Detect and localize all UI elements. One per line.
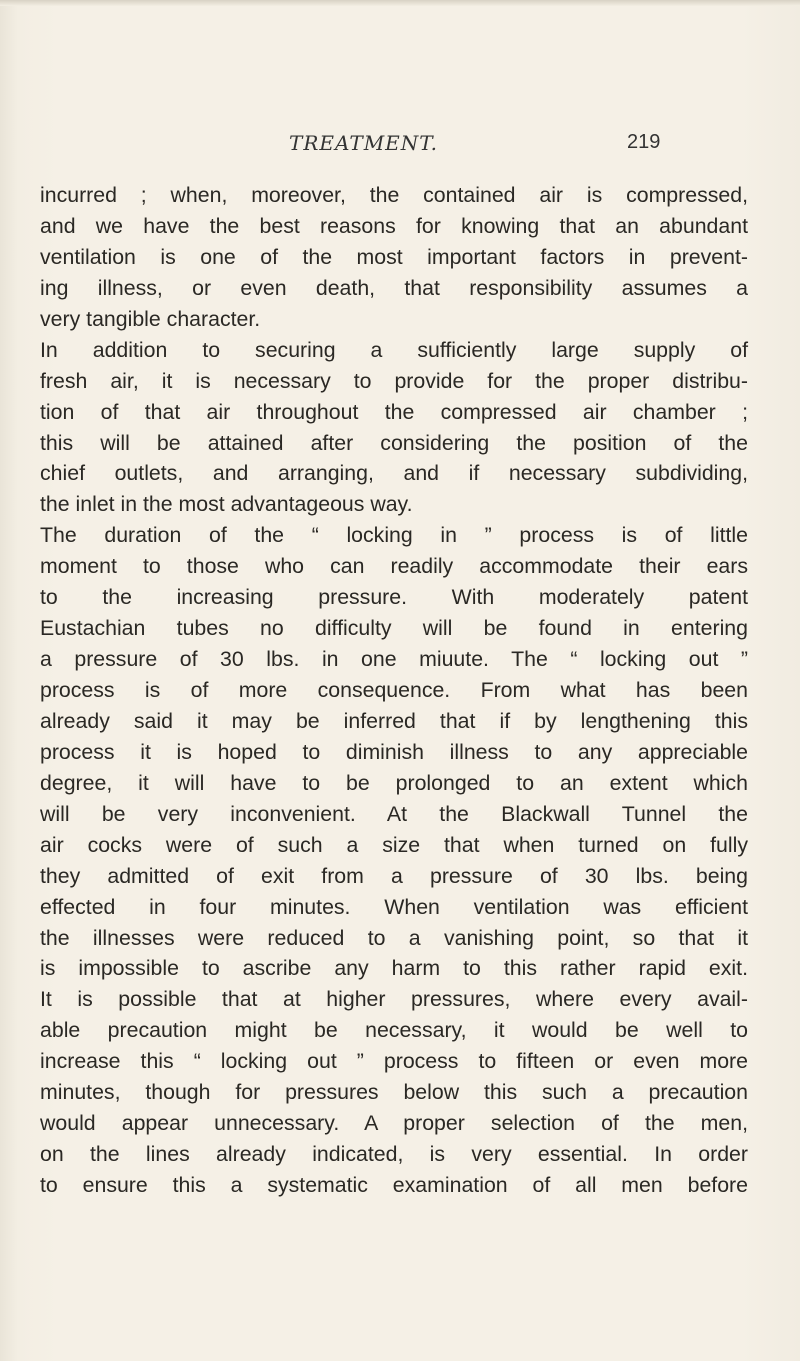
text-line: The duration of the “ locking in ” process is of little	[40, 523, 748, 548]
text-line: the illnesses were reduced to a vanishing point, so that it	[40, 925, 748, 950]
text-line: is impossible to ascribe any harm to this rather rapid exit.	[40, 956, 748, 981]
text-line: a pressure of 30 lbs. in one miuute. The “ locking out ”	[40, 647, 748, 672]
text-line: already said it may be inferred that if by lengthening this	[40, 708, 748, 733]
text-line: In addition to securing a sufficiently large supply of	[40, 337, 748, 362]
text-line: increase this “ locking out ” process to fifteen or even more	[40, 1049, 748, 1074]
page-number: 219	[627, 131, 661, 153]
text-line: ing illness, or even death, that responsibility assumes a	[40, 275, 748, 300]
text-line: incurred ; when, moreover, the contained air is compressed,	[40, 183, 748, 207]
text-line: they admitted of exit from a pressure of 30 lbs. being	[40, 863, 748, 888]
running-head	[0, 131, 800, 161]
text-line: this will be attained after considering the position of the	[40, 430, 748, 455]
text-line: Eustachian tubes no difficulty will be found in entering	[40, 616, 748, 641]
text-line: fresh air, it is necessary to provide for the proper distribu-	[40, 368, 748, 393]
text-line: on the lines already indicated, is very essential. In order	[40, 1142, 748, 1167]
text-line: would appear unnecessary. A proper selection of the men,	[40, 1111, 748, 1136]
text-line: minutes, though for pressures below this such a precaution	[40, 1080, 748, 1105]
text-line: to ensure this a systematic examination of all men before	[40, 1173, 748, 1197]
text-line: very tangible character.	[40, 306, 261, 331]
text-line: effected in four minutes. When ventilation was efficient	[40, 894, 748, 919]
text-line: ventilation is one of the most important factors in prevent-	[40, 244, 748, 269]
text-line: process is of more consequence. From what has been	[40, 678, 748, 702]
text-line: will be very inconvenient. At the Blackwall Tunnel the	[40, 801, 748, 826]
text-line: to the increasing pressure. With moderately patent	[40, 585, 748, 610]
text-line: moment to those who can readily accommodate their ears	[40, 554, 748, 579]
text-line: It is possible that at higher pressures, where every avail-	[40, 987, 748, 1012]
text-line: air cocks were of such a size that when turned on fully	[40, 832, 748, 857]
running-title: TREATMENT.	[289, 131, 439, 155]
text-line: tion of that air throughout the compressed air chamber ;	[40, 399, 748, 424]
page-top-edge	[0, 0, 800, 6]
text-line: able precaution might be necessary, it would be well to	[40, 1018, 748, 1043]
text-line: and we have the best reasons for knowing that an abundant	[40, 213, 748, 238]
text-line: chief outlets, and arranging, and if necessary subdividing,	[40, 461, 748, 486]
body-text	[40, 180, 800, 1201]
text-line: process it is hoped to diminish illness to any appreciable	[40, 739, 748, 764]
text-line: the inlet in the most advantageous way.	[40, 492, 413, 517]
text-line: degree, it will have to be prolonged to an extent which	[40, 770, 748, 795]
